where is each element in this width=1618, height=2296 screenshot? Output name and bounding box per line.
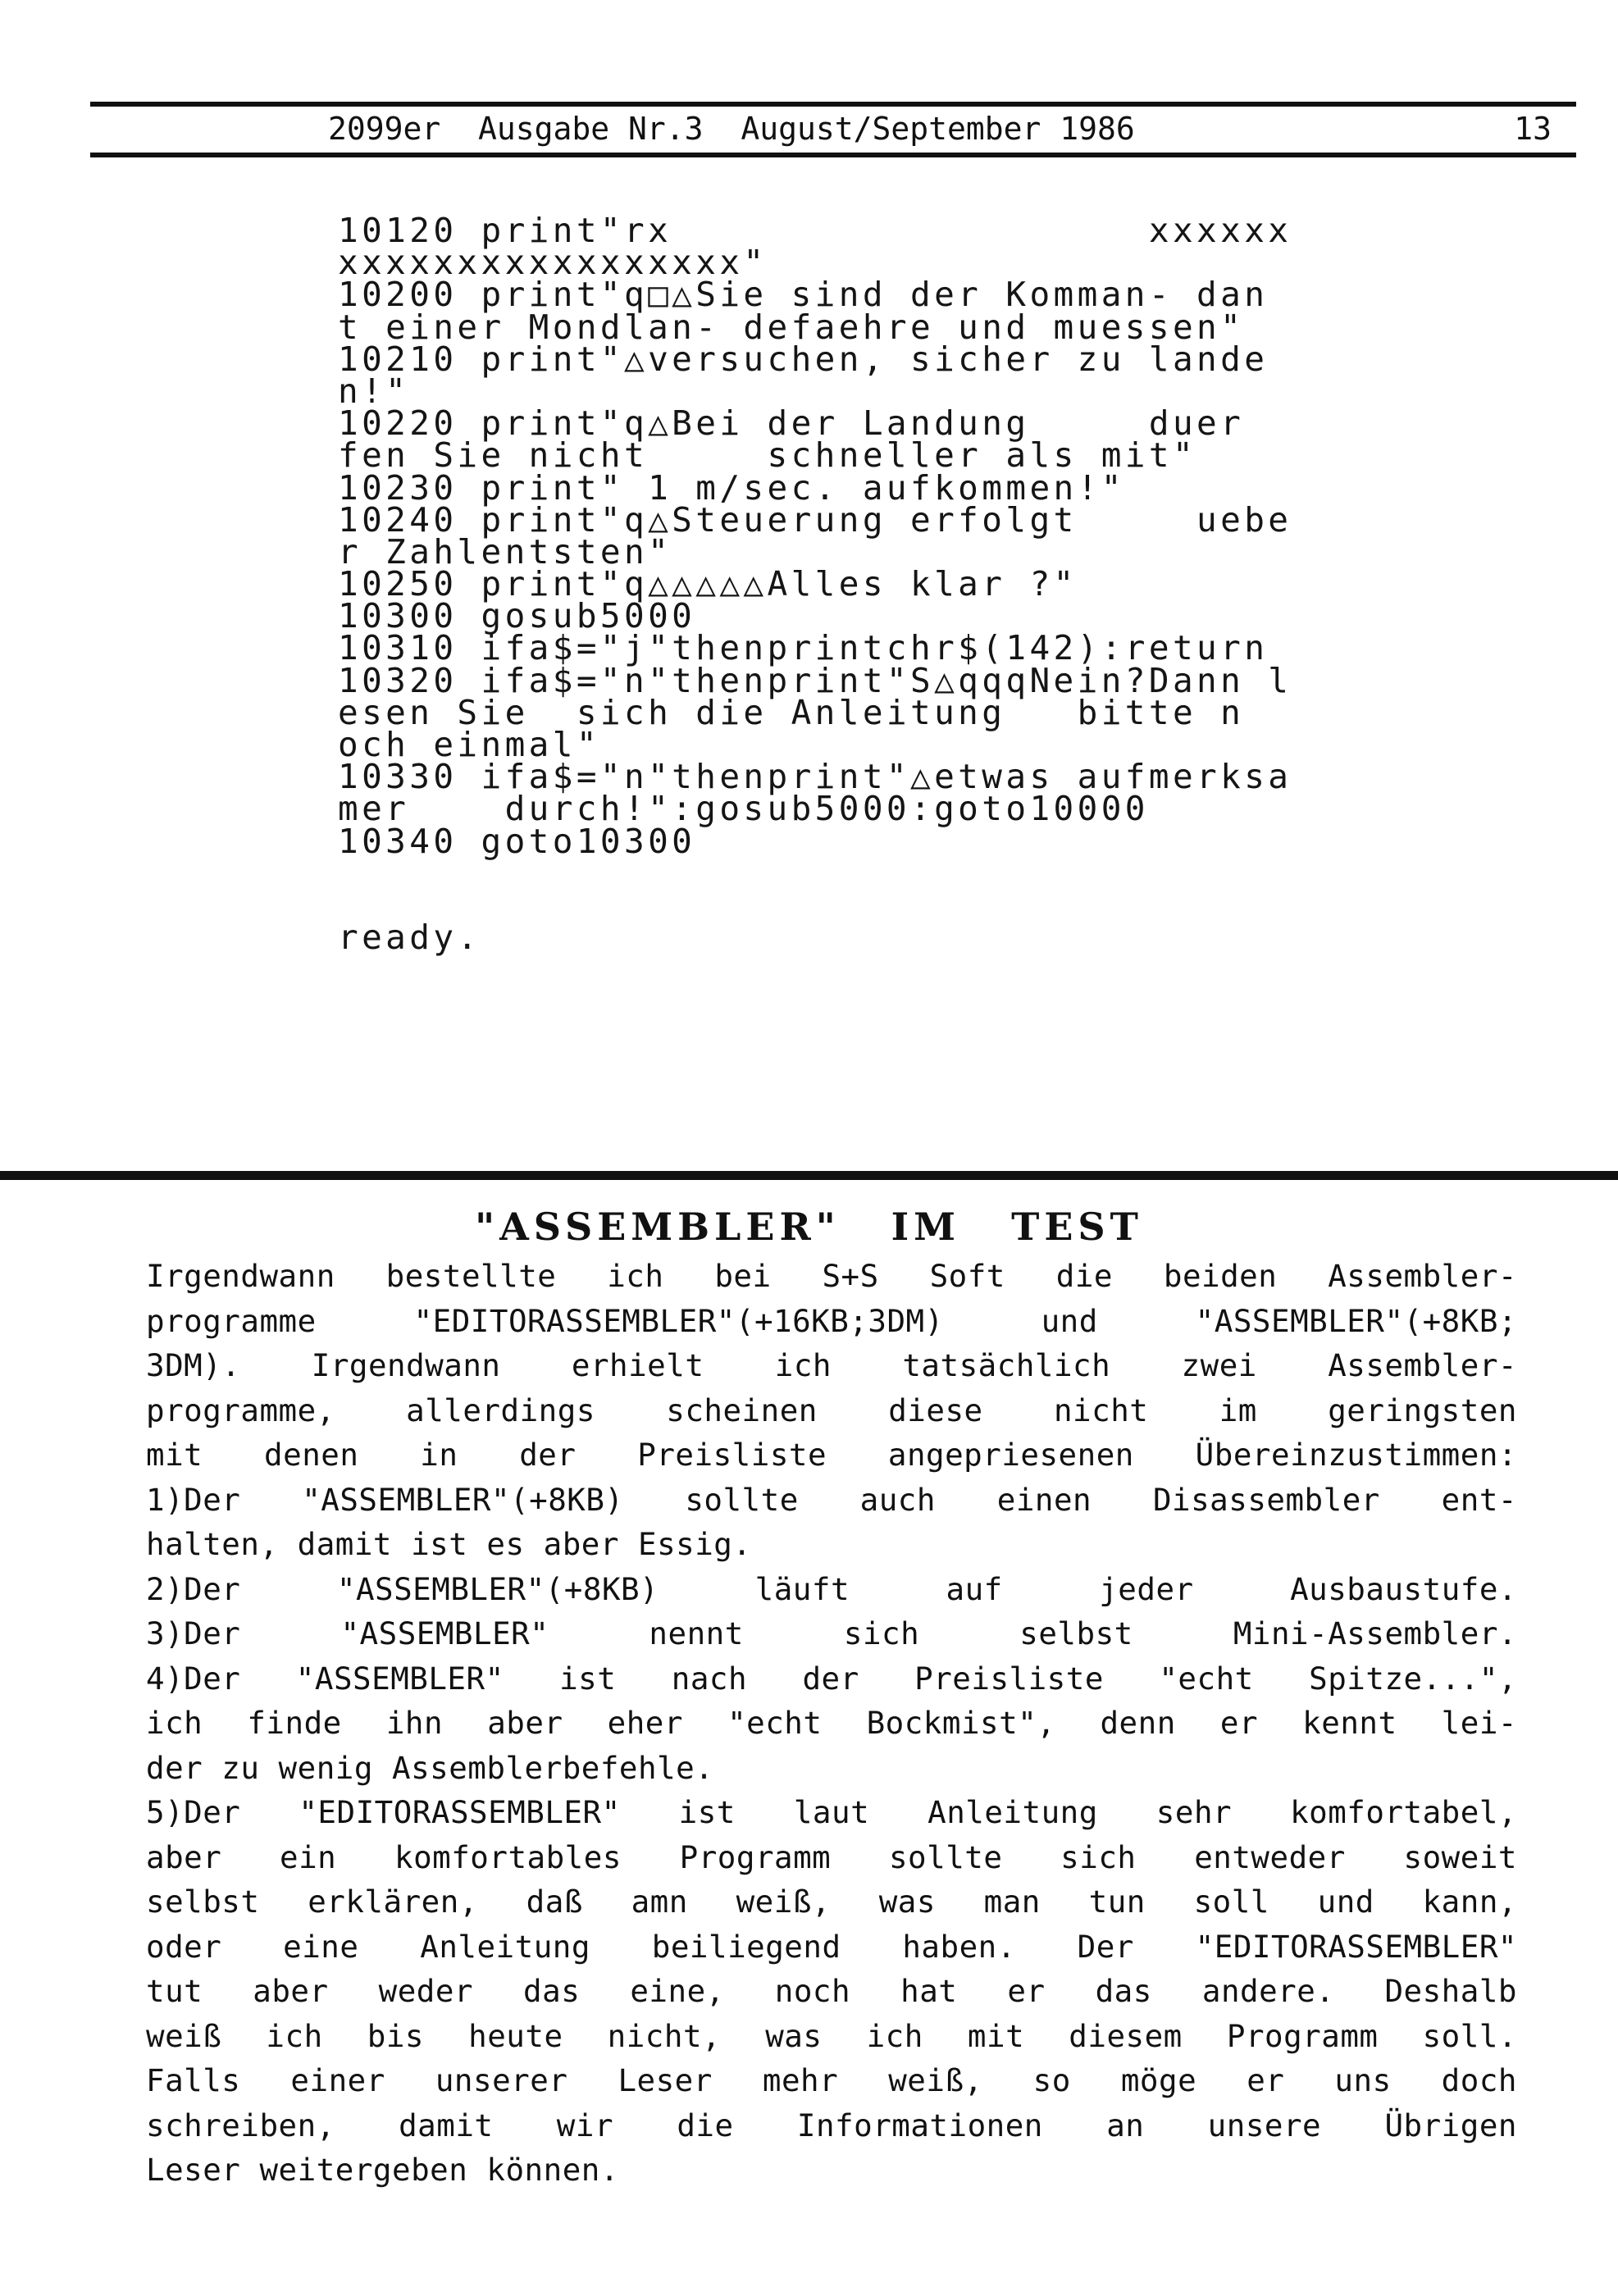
header-bottom-rule: [90, 153, 1576, 157]
listing-line: 10240 print"q△Steuerung erfolgt uebe: [338, 499, 1292, 540]
listing-line: r Zahlentsten": [338, 531, 672, 572]
page-header: [90, 107, 1576, 150]
listing-line: 10120 print"rx xxxxxx: [338, 211, 1292, 250]
listing-line: 10230 print" 1 m/sec. aufkommen!": [338, 467, 1125, 508]
listing-line: 10330 ifa$="n"thenprint"△etwas aufmerksa: [338, 757, 1292, 797]
article-line: der zu wenig Assemblerbefehle.: [146, 1749, 714, 1786]
article-line: 3DM). Irgendwann erhielt ich tatsächlich zwei Assembler-: [146, 1347, 1517, 1383]
basic-listing: [338, 211, 1404, 957]
article-line: programme, allerdings scheinen diese nicht im geringsten: [146, 1392, 1517, 1428]
listing-line: t einer Mondlan- defaehre und muessen": [338, 307, 1245, 347]
article-line: Falls einer unserer Leser mehr weiß, so möge er uns doch: [146, 2062, 1517, 2098]
listing-ready-prompt: ready.: [338, 917, 481, 957]
listing-line: 10300 gosub5000: [338, 596, 696, 636]
listing-line: 10210 print"△versuchen, sicher zu lande: [338, 339, 1269, 379]
article-line: oder eine Anleitung beiliegend haben. Der "EDITORASSEMBLER": [146, 1928, 1517, 1965]
listing-line: 10200 print"q□△Sie sind der Komman- dan: [338, 275, 1269, 315]
article-line: 1)Der "ASSEMBLER"(+8KB) sollte auch einen Disassembler ent-: [146, 1481, 1517, 1518]
listing-line: 10310 ifa$="j"thenprintchr$(142):return: [338, 628, 1269, 668]
article-line: halten, damit ist es aber Essig.: [146, 1526, 752, 1562]
article-line: schreiben, damit wir die Informationen an unsere Übrigen: [146, 2107, 1517, 2143]
article-line: 2)Der "ASSEMBLER"(+8KB) läuft auf jeder Ausbaustufe.: [146, 1570, 1517, 1607]
listing-line: fen Sie nicht schneller als mit": [338, 435, 1197, 476]
listing-line: 10250 print"q△△△△△Alles klar ?": [338, 564, 1078, 604]
article-line: Irgendwann bestellte ich bei S+S Soft die beiden Assembler-: [146, 1258, 1517, 1294]
listing-line: 10320 ifa$="n"thenprint"S△qqqNein?Dann l: [338, 660, 1292, 700]
listing-line: 10220 print"q△Bei der Landung duer: [338, 403, 1245, 444]
article-body: [146, 1254, 1517, 2193]
listing-line: 10340 goto10300: [338, 821, 696, 861]
article-line: aber ein komfortables Programm sollte sich entweder soweit: [146, 1838, 1517, 1875]
article-line: mit denen in der Preisliste angepriesenen Übereinzustimmen:: [146, 1437, 1517, 1473]
page-number: 13: [1514, 111, 1552, 147]
article-line: 5)Der "EDITORASSEMBLER" ist laut Anleitung sehr komfortabel,: [146, 1794, 1517, 1830]
section-divider: [0, 1171, 1618, 1180]
article-line: tut aber weder das eine, noch hat er das andere. Deshalb: [146, 1973, 1517, 2009]
listing-line: mer durch!":gosub5000:goto10000: [338, 789, 1149, 829]
article-line: programme "EDITORASSEMBLER"(+16KB;3DM) und "ASSEMBLER"(+8KB;: [146, 1302, 1517, 1339]
article-line: 3)Der "ASSEMBLER" nennt sich selbst Mini-Assembler.: [146, 1615, 1517, 1651]
listing-line: esen Sie sich die Anleitung bitte n: [338, 692, 1245, 732]
article-line: weiß ich bis heute nicht, was ich mit diesem Programm soll.: [146, 2017, 1517, 2054]
article-line: 4)Der "ASSEMBLER" ist nach der Preisliste "echt Spitze...",: [146, 1660, 1517, 1697]
listing-spacer: [338, 858, 1404, 922]
listing-line: xxxxxxxxxxxxxxxxx": [338, 243, 768, 283]
article-line: Leser weitergeben können.: [146, 2152, 619, 2188]
article-title: "ASSEMBLER" IM TEST: [475, 1205, 1143, 1249]
article-line: selbst erklären, daß amn weiß, was man tun soll und kann,: [146, 1884, 1517, 1920]
header-top-rule: [90, 102, 1576, 107]
listing-line: och einmal": [338, 725, 600, 764]
issue-info: 2099er Ausgabe Nr.3 August/September 1986: [328, 111, 1135, 147]
article-line: ich finde ihn aber eher "echt Bockmist", denn er kennt lei-: [146, 1705, 1517, 1741]
listing-line: n!": [338, 371, 410, 411]
